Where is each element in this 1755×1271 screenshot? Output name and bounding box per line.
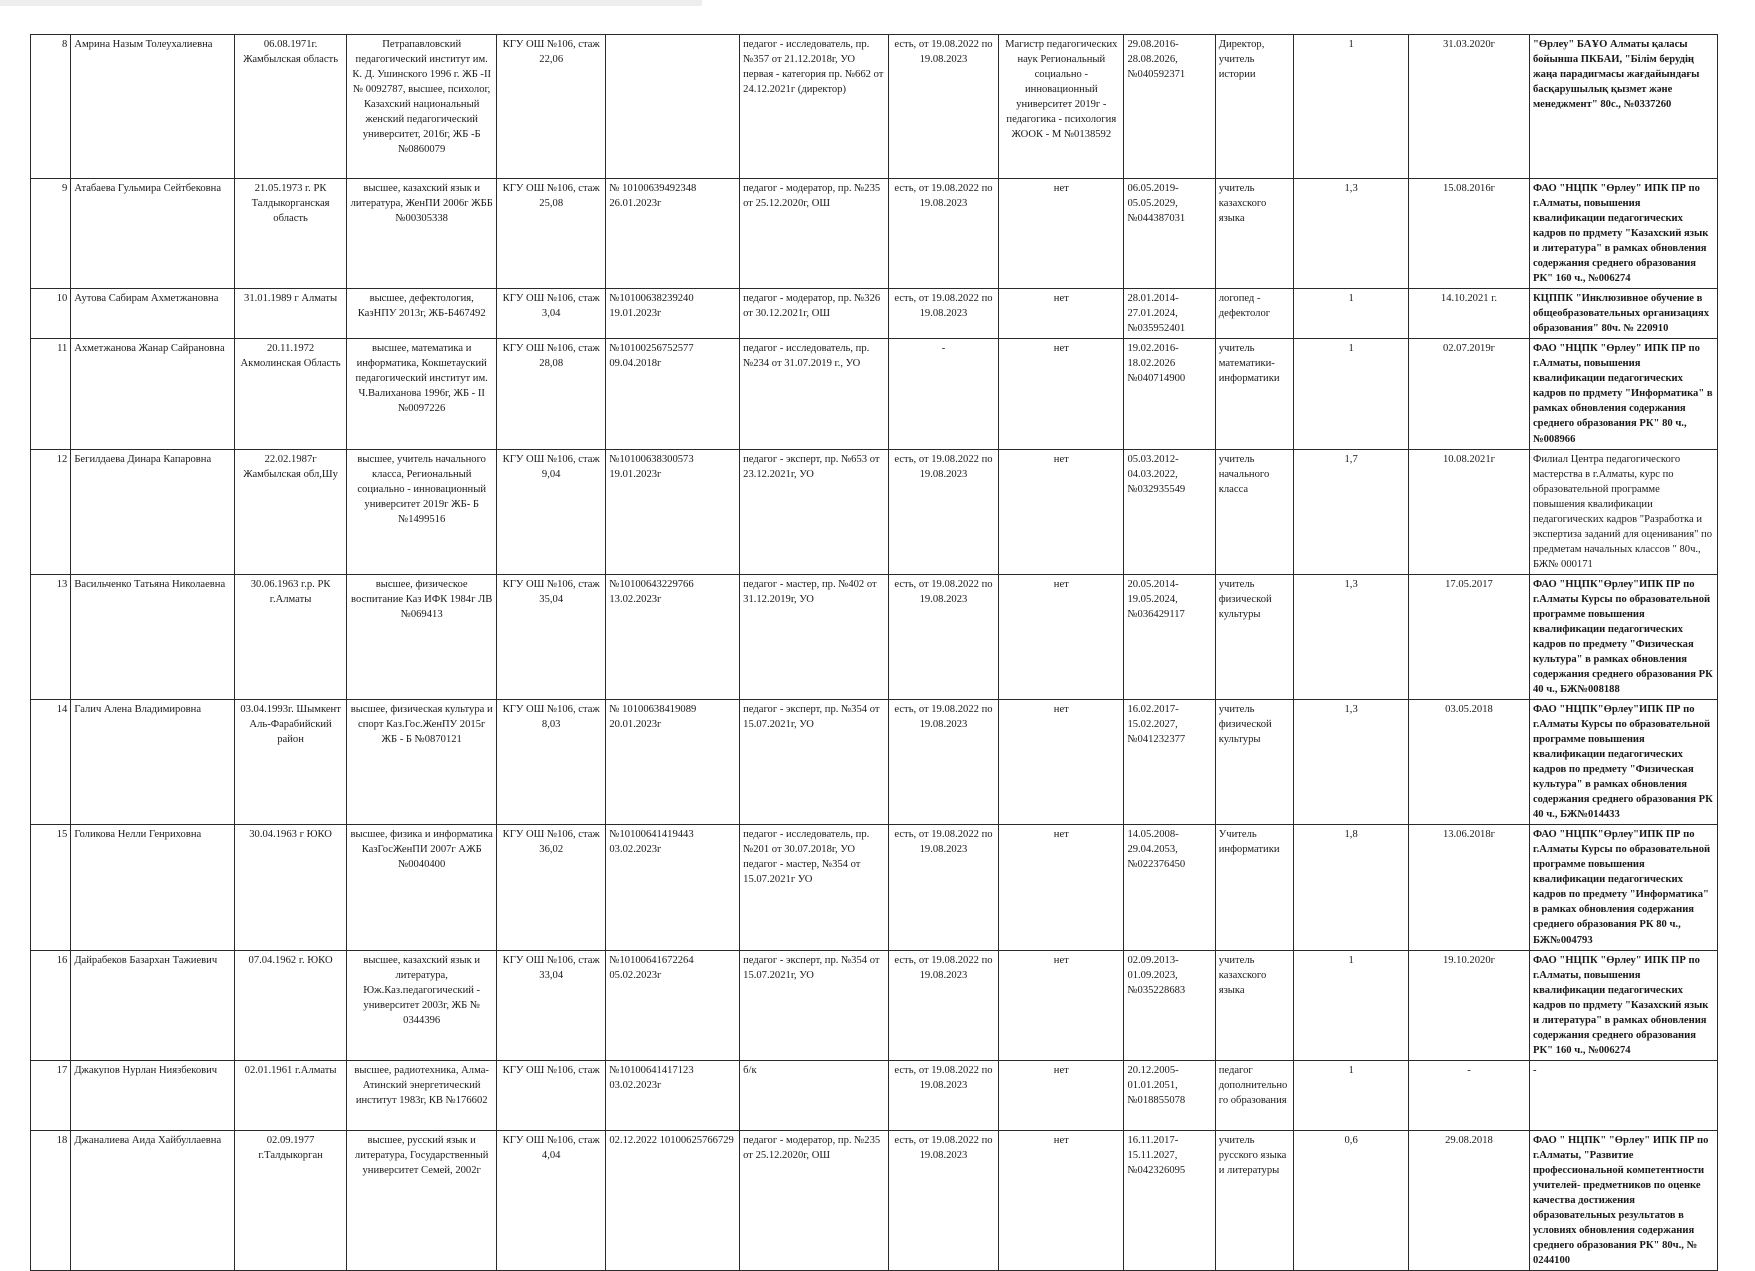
position: учитель начального класса [1215, 449, 1294, 574]
education: высшее, физика и информатика КазГосЖенПИ 2007г АЖБ №0040400 [347, 825, 497, 950]
qualification-category: педагог - исследователь, пр.№234 от 31.07.2019 г., УО [740, 339, 889, 449]
course-date: 03.05.2018 [1408, 700, 1529, 825]
certificate-number: № 10100638419089 20.01.2023г [606, 700, 740, 825]
professional-courses: ФАО "НЦПК "Өрлеу" ИПК ПР по г.Алматы, повышения квалификации педагогических кадров по прдмету "Информатика" в рамках обновления содержания среднего образования РК" 80 ч., №008966 [1529, 339, 1717, 449]
workplace-experience: КГУ ОШ №106, стаж 22,06 [497, 35, 606, 179]
education: Петрапавловский педагогический институт им. К. Д. Ушинского 1996 г. ЖБ -II № 0092787, высшее, психолог, Казахский национальный женский педагогический университет, 2016г, ЖБ -Б №0860079 [347, 35, 497, 179]
contract-period: 20.05.2014- 19.05.2024, №036429117 [1124, 574, 1215, 699]
education: высшее, русский язык и литература, Государственный университет Семей, 2002г [347, 1130, 497, 1270]
certificate-number: №10100641419443 03.02.2023г [606, 825, 740, 950]
birth-date-place: 06.08.1971г. Жамбылская область [234, 35, 347, 179]
academic-degree: нет [999, 574, 1124, 699]
position: Учитель информатики [1215, 825, 1294, 950]
course-date: 19.10.2020г [1408, 950, 1529, 1060]
staff-name: Дайрабеков Базархан Тажиевич [71, 950, 234, 1060]
academic-degree: нет [999, 825, 1124, 950]
education: высшее, дефектология, КазНПУ 2013г, ЖБ-Б467492 [347, 289, 497, 339]
education: высшее, казахский язык и литература, ЖенПИ 2006г ЖББ №00305338 [347, 179, 497, 289]
workload-rate: 1 [1294, 289, 1409, 339]
workplace-experience: КГУ ОШ №106, стаж 8,03 [497, 700, 606, 825]
scan-edge [0, 0, 1755, 6]
workload-rate: 1 [1294, 1060, 1409, 1130]
academic-degree: нет [999, 950, 1124, 1060]
staff-name: Атабаева Гульмира Сейтбековна [71, 179, 234, 289]
contract-period: 28.01.2014- 27.01.2024, №035952401 [1124, 289, 1215, 339]
row-number: 10 [31, 289, 71, 339]
staff-name: Галич Алена Владимировна [71, 700, 234, 825]
contract-period: 06.05.2019- 05.05.2029, №044387031 [1124, 179, 1215, 289]
contract-period: 16.11.2017- 15.11.2027, №042326095 [1124, 1130, 1215, 1270]
staff-name: Аутова Сабирам Ахметжановна [71, 289, 234, 339]
professional-courses: ФАО "НЦПК"Өрлеу"ИПК ПР по г.Алматы Курсы по образовательной программе повышения квалификации педагогических кадров по предмету "Информатика" в рамках обновления содержания среднего образования РК 80 ч., БЖ№004793 [1529, 825, 1717, 950]
contract-period: 29.08.2016- 28.08.2026, №040592371 [1124, 35, 1215, 179]
professional-courses: ФАО "НЦПК "Өрлеу" ИПК ПР по г.Алматы, повышения квалификации педагогических кадров по прдмету "Казахский язык и литература" в рамках обновления содержания среднего образования РК" 160 ч., №006274 [1529, 950, 1717, 1060]
qualification-category: педагог - модератор, пр. №326 от 30.12.2021г, ОШ [740, 289, 889, 339]
contract-period: 02.09.2013- 01.09.2023, №035228683 [1124, 950, 1215, 1060]
birth-date-place: 07.04.1962 г. ЮКО [234, 950, 347, 1060]
course-date: 17.05.2017 [1408, 574, 1529, 699]
course-date: 13.06.2018г [1408, 825, 1529, 950]
qualification-category: педагог - модератор, пр. №235 от 25.12.2020г, ОШ [740, 179, 889, 289]
course-date: 31.03.2020г [1408, 35, 1529, 179]
qualification-category: педагог - мастер, пр. №402 от 31.12.2019г, УО [740, 574, 889, 699]
academic-degree: нет [999, 339, 1124, 449]
position: Директор, учитель истории [1215, 35, 1294, 179]
birth-date-place: 03.04.1993г. Шымкент Аль-Фарабийский район [234, 700, 347, 825]
row-number: 15 [31, 825, 71, 950]
education: высшее, физическая культура и спорт Каз.Гос.ЖенПУ 2015г ЖБ - Б №0870121 [347, 700, 497, 825]
row-number: 16 [31, 950, 71, 1060]
professional-courses: ФАО "НЦПК "Өрлеу" ИПК ПР по г.Алматы, повышения квалификации педагогических кадров по прдмету "Казахский язык и литература" в рамках обновления содержания среднего образования РК" 160 ч., №006274 [1529, 179, 1717, 289]
certificate-number: №10100638300573 19.01.2023г [606, 449, 740, 574]
professional-courses: ФАО "НЦПК"Өрлеу"ИПК ПР по г.Алматы Курсы по образовательной программе повышения квалификации педагогических кадров по предмету "Физическая культура" в рамках обновления содержания среднего образования РК 40 ч., БЖ№008188 [1529, 574, 1717, 699]
contract-period: 19.02.2016- 18.02.2026 №040714900 [1124, 339, 1215, 449]
course-date: 02.07.2019г [1408, 339, 1529, 449]
course-date: - [1408, 1060, 1529, 1130]
position: учитель физической культуры [1215, 574, 1294, 699]
staff-table [30, 34, 1718, 1271]
academic-degree: нет [999, 289, 1124, 339]
staff-name: Джаналиева Аида Хайбуллаевна [71, 1130, 234, 1270]
staff-name: Джакупов Нурлан Ниязбекович [71, 1060, 234, 1130]
staff-name: Бегилдаева Динара Капаровна [71, 449, 234, 574]
qualification-category: педагог - исследователь, пр. №201 от 30.07.2018г, УО педагог - мастер, №354 от 15.07.2021г УО [740, 825, 889, 950]
medical-book: есть, от 19.08.2022 по 19.08.2023 [888, 574, 998, 699]
certificate-number: 02.12.2022 10100625766729 [606, 1130, 740, 1270]
workload-rate: 1,8 [1294, 825, 1409, 950]
course-date: 29.08.2018 [1408, 1130, 1529, 1270]
workplace-experience: КГУ ОШ №106, стаж 3,04 [497, 289, 606, 339]
position: учитель казахского языка [1215, 179, 1294, 289]
birth-date-place: 02.01.1961 г.Алматы [234, 1060, 347, 1130]
row-number: 12 [31, 449, 71, 574]
academic-degree: нет [999, 700, 1124, 825]
academic-degree: Магистр педагогических наук Региональный социально - инновационный университет 2019г - педагогика - психология ЖООК - М №0138592 [999, 35, 1124, 179]
education: высшее, математика и информатика, Кокшетауский педагогический институт им. Ч.Валиханова 1996г, ЖБ - II №0097226 [347, 339, 497, 449]
academic-degree: нет [999, 449, 1124, 574]
qualification-category: педагог - эксперт, пр. №653 от 23.12.2021г, УО [740, 449, 889, 574]
table-row [31, 1060, 1718, 1130]
education: высшее, радиотехника, Алма-Атинский энергетический институт 1983г, КВ №176602 [347, 1060, 497, 1130]
certificate-number: № 10100639492348 26.01.2023г [606, 179, 740, 289]
professional-courses: "Өрлеу" БАҰО Алматы қаласы бойынша ПКБАИ, "Білім берудің жаңа парадигмасы жағдайындағы басқарушылық қызмет және менеджмент" 80с., №0337260 [1529, 35, 1717, 179]
medical-book: есть, от 19.08.2022 по 19.08.2023 [888, 825, 998, 950]
workplace-experience: КГУ ОШ №106, стаж 4,04 [497, 1130, 606, 1270]
birth-date-place: 30.06.1963 г.р. РК г.Алматы [234, 574, 347, 699]
table-row [31, 179, 1718, 289]
document-sheet [30, 34, 1718, 1271]
position: педагог дополнительного образования [1215, 1060, 1294, 1130]
workplace-experience: КГУ ОШ №106, стаж 35,04 [497, 574, 606, 699]
contract-period: 16.02.2017- 15.02.2027, №041232377 [1124, 700, 1215, 825]
qualification-category: педагог - эксперт, пр. №354 от 15.07.2021г, УО [740, 700, 889, 825]
workload-rate: 1,3 [1294, 574, 1409, 699]
contract-period: 14.05.2008- 29.04.2053, №022376450 [1124, 825, 1215, 950]
workload-rate: 1,3 [1294, 179, 1409, 289]
table-row [31, 339, 1718, 449]
table-row [31, 289, 1718, 339]
row-number: 18 [31, 1130, 71, 1270]
workload-rate: 1,7 [1294, 449, 1409, 574]
course-date: 10.08.2021г [1408, 449, 1529, 574]
medical-book: есть, от 19.08.2022 по 19.08.2023 [888, 1130, 998, 1270]
position: логопед - дефектолог [1215, 289, 1294, 339]
table-row [31, 449, 1718, 574]
academic-degree: нет [999, 1130, 1124, 1270]
birth-date-place: 30.04.1963 г ЮКО [234, 825, 347, 950]
qualification-category: б/к [740, 1060, 889, 1130]
education: высшее, казахский язык и литература, Юж.Каз.педагогический - университет 2003г, ЖБ № 0344396 [347, 950, 497, 1060]
birth-date-place: 02.09.1977 г.Талдыкорган [234, 1130, 347, 1270]
qualification-category: педагог - исследователь, пр.№357 от 21.12.2018г, УО первая - категория пр. №662 от 24.12.2021г (директор) [740, 35, 889, 179]
position: учитель математики- информатики [1215, 339, 1294, 449]
table-row [31, 700, 1718, 825]
workload-rate: 1 [1294, 339, 1409, 449]
workplace-experience: КГУ ОШ №106, стаж 9,04 [497, 449, 606, 574]
professional-courses: ФАО "НЦПК"Өрлеу"ИПК ПР по г.Алматы Курсы по образовательной программе повышения квалификации педагогических кадров по предмету "Физическая культура" в рамках обновления содержания среднего образования РК 40 ч., БЖ№014433 [1529, 700, 1717, 825]
table-row [31, 35, 1718, 179]
course-date: 14.10.2021 г. [1408, 289, 1529, 339]
birth-date-place: 21.05.1973 г. РК Талдыкорганская область [234, 179, 347, 289]
course-date: 15.08.2016г [1408, 179, 1529, 289]
professional-courses: ФАО " НЦПК" "Өрлеу" ИПК ПР по г.Алматы, "Развитие профессиональной компетентности учителей- предметников по оценке качества достижения образовательных результатов в условиях обновления содержания среднего образования РК" 80ч., № 0244100 [1529, 1130, 1717, 1270]
certificate-number: №10100641672264 05.02.2023г [606, 950, 740, 1060]
workload-rate: 1 [1294, 950, 1409, 1060]
professional-courses: КЦППК "Инклюзивное обучение в общеобразовательных организациях образования" 80ч. № 220910 [1529, 289, 1717, 339]
medical-book: есть, от 19.08.2022 по 19.08.2023 [888, 449, 998, 574]
education: высшее, физическое воспитание Каз ИФК 1984г ЛВ №069413 [347, 574, 497, 699]
birth-date-place: 31.01.1989 г Алматы [234, 289, 347, 339]
medical-book: есть, от 19.08.2022 по 19.08.2023 [888, 1060, 998, 1130]
certificate-number: №10100641417123 03.02.2023г [606, 1060, 740, 1130]
contract-period: 20.12.2005- 01.01.2051, №018855078 [1124, 1060, 1215, 1130]
qualification-category: педагог - модератор, пр. №235 от 25.12.2020г, ОШ [740, 1130, 889, 1270]
professional-courses: - [1529, 1060, 1717, 1130]
certificate-number: №10100638239240 19.01.2023г [606, 289, 740, 339]
medical-book: есть, от 19.08.2022 по 19.08.2023 [888, 950, 998, 1060]
staff-name: Голикова Нелли Генриховна [71, 825, 234, 950]
table-row [31, 950, 1718, 1060]
row-number: 14 [31, 700, 71, 825]
row-number: 8 [31, 35, 71, 179]
workplace-experience: КГУ ОШ №106, стаж 25,08 [497, 179, 606, 289]
medical-book: - [888, 339, 998, 449]
academic-degree: нет [999, 1060, 1124, 1130]
table-row [31, 825, 1718, 950]
workload-rate: 1 [1294, 35, 1409, 179]
table-row [31, 574, 1718, 699]
staff-name: Васильченко Татьяна Николаевна [71, 574, 234, 699]
row-number: 13 [31, 574, 71, 699]
professional-courses: Филиал Центра педагогического мастерства в г.Алматы, курс по образовательной программе повышения квалификации педагогических кадров "Разработка и экспертиза заданий для оценивания" по предметам начальных классов " 80ч., БЖ№ 000171 [1529, 449, 1717, 574]
medical-book: есть, от 19.08.2022 по 19.08.2023 [888, 700, 998, 825]
workplace-experience: КГУ ОШ №106, стаж 36,02 [497, 825, 606, 950]
academic-degree: нет [999, 179, 1124, 289]
row-number: 17 [31, 1060, 71, 1130]
row-number: 11 [31, 339, 71, 449]
table-row [31, 1130, 1718, 1270]
certificate-number [606, 35, 740, 179]
birth-date-place: 20.11.1972 Акмолинская Область [234, 339, 347, 449]
row-number: 9 [31, 179, 71, 289]
staff-name: Амрина Назым Толеухалиевна [71, 35, 234, 179]
position: учитель русского языка и литературы [1215, 1130, 1294, 1270]
medical-book: есть, от 19.08.2022 по 19.08.2023 [888, 289, 998, 339]
workload-rate: 0,6 [1294, 1130, 1409, 1270]
certificate-number: №10100256752577 09.04.2018г [606, 339, 740, 449]
workplace-experience: КГУ ОШ №106, стаж [497, 1060, 606, 1130]
birth-date-place: 22.02.1987г Жамбылская обл,Шу [234, 449, 347, 574]
workplace-experience: КГУ ОШ №106, стаж 33,04 [497, 950, 606, 1060]
certificate-number: №10100643229766 13.02.2023г [606, 574, 740, 699]
contract-period: 05.03.2012- 04.03.2022, №032935549 [1124, 449, 1215, 574]
position: учитель казахского языка [1215, 950, 1294, 1060]
education: высшее, учитель начального класса, Региональный социально - инновационный университет 2019г ЖБ- Б №1499516 [347, 449, 497, 574]
workload-rate: 1,3 [1294, 700, 1409, 825]
staff-name: Ахметжанова Жанар Сайрановна [71, 339, 234, 449]
position: учитель физической культуры [1215, 700, 1294, 825]
qualification-category: педагог - эксперт, пр. №354 от 15.07.2021г, УО [740, 950, 889, 1060]
medical-book: есть, от 19.08.2022 по 19.08.2023 [888, 179, 998, 289]
workplace-experience: КГУ ОШ №106, стаж 28,08 [497, 339, 606, 449]
medical-book: есть, от 19.08.2022 по 19.08.2023 [888, 35, 998, 179]
